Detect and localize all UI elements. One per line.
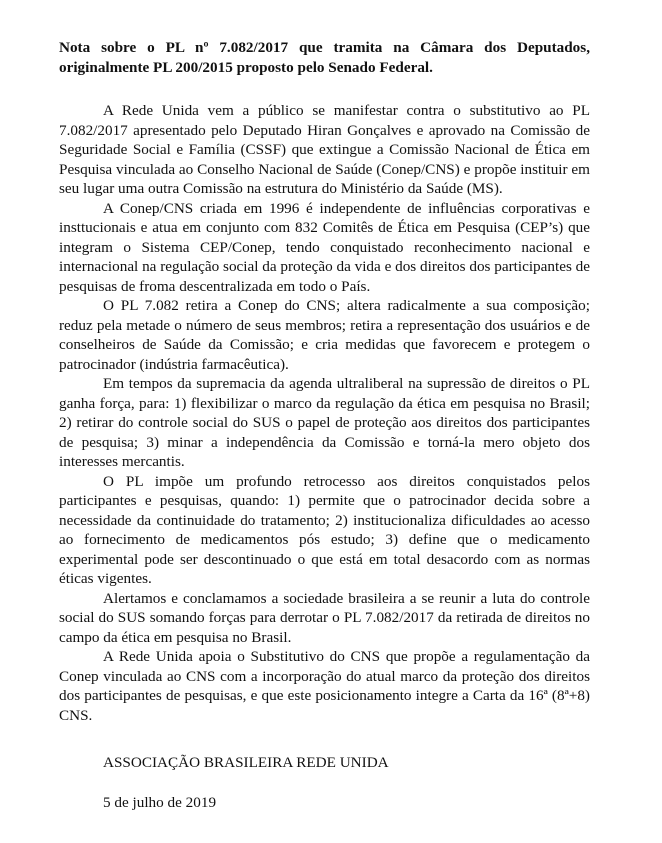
paragraph-2: A Conep/CNS criada em 1996 é independente de influências corporativas e insttucionais e atua em conjunto com 832 Comitês de Ética em Pesquisa (CEP’s) que integram o Sistema CEP/Conep, tendo conquistado reconhecimento nacional e internacional na regulação social da proteção da vida e dos direitos dos participantes de pesquisas de froma descentralizada em todo o País. (59, 199, 590, 295)
paragraph-5: O PL impõe um profundo retrocesso aos direitos conquistados pelos participantes e pesquisas, quando: 1) permite que o patrocinador decida sobre a necessidade da continuidade do tratamento; 2) institucionaliza dificuldades ao acesso ao fornecimento de medicamentos pós estudo; 3) define que o medicamento experimental pode ser descontinuado o que está em total desacordo com as normas éticas vigentes. (59, 472, 590, 587)
signature-line: ASSOCIAÇÃO BRASILEIRA REDE UNIDA (103, 754, 389, 771)
paragraph-7: A Rede Unida apoia o Substitutivo do CNS que propõe a regulamentação da Conep vinculada ao CNS com a incorporação do atual marco da proteção dos direitos dos participantes de pesquisas, e que este posicionamento integre a Carta da 16ª (8ª+8) CNS. (59, 648, 590, 724)
paragraph-1: A Rede Unida vem a público se manifestar contra o substitutivo ao PL 7.082/2017 apresentado pelo Deputado Hiran Gonçalves e aprovado na Comissão de Seguridade Social e Família (CSSF) que extingue a Comissão Nacional de Ética em Pesquisa vinculada ao Conselho Nacional de Saúde (Conep/CNS) e propõe instituir em seu lugar uma outra Comissão na estrutura do Ministério da Saúde (MS). (59, 102, 590, 197)
document-date: 5 de julho de 2019 (103, 794, 217, 811)
paragraph-3: O PL 7.082 retira a Conep do CNS; altera radicalmente a sua composição; reduz pela metade o número de seus membros; retira a representação dos usuários e de conselheiros de Saúde da Comissão; e cria medidas que favorecem e protegem o patrocinador (indústria farmacêutica). (59, 297, 590, 373)
paragraph-6: Alertamos e conclamamos a sociedade brasileira a se reunir a luta do controle social do SUS somando forças para derrotar o PL 7.082/2017 da retirada de direitos no campo da ética em pesquisa no Brasil. (59, 589, 590, 646)
paragraph-4: Em tempos da supremacia da agenda ultraliberal na supressão de direitos o PL ganha força, para: 1) flexibilizar o marco da regulação da ética em pesquisa no Brasil; 2) retirar do controle social do SUS o papel de proteção aos direitos dos participantes de pesquisa; 3) minar a independência da Comissão e torná-la mero objeto dos interesses mercantis. (59, 375, 590, 470)
document-title: Nota sobre o PL nº 7.082/2017 que tramita na Câmara dos Deputados, originalmente PL 200/2015 proposto pelo Senado Federal. (59, 39, 590, 76)
document-body (59, 38, 590, 725)
